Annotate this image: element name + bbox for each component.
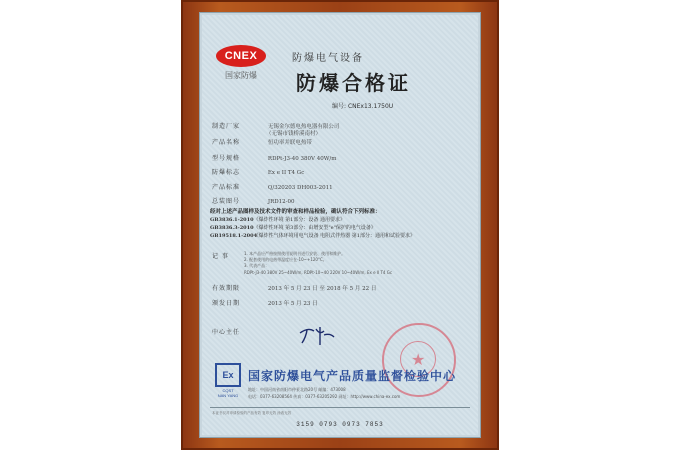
certificate-number-value: CNEx13.1750U <box>347 103 394 110</box>
certificate-title: 防爆合格证 <box>296 71 411 95</box>
standard-text: 《爆炸性气体环境用电气设备 电阻式伴热器 第1部分：通用和试验要求》 <box>253 233 415 239</box>
field-label: 颁发日期 <box>212 300 241 307</box>
represented-products: RDPt-J3-40 380V 25~40W/m, RDPt-10~40 220V 10~40W/m, Ex e II T4 Gc <box>244 270 393 275</box>
cnex-logo <box>216 45 266 81</box>
field-issue-date <box>212 298 318 307</box>
remark-line: 1. 本产品应严格按照使用说明书进行安装、使用和维护。 <box>244 251 346 256</box>
ex-logo-caption: CQST NAN YANG <box>217 388 239 398</box>
cqst-ex-logo <box>214 363 242 398</box>
remark-line: 3. 代表产品： <box>244 263 270 268</box>
serial-number: 3159 0793 0973 7853 <box>296 421 384 428</box>
seal-star-icon: ★ <box>411 350 426 369</box>
certificate-subtitle: 防爆电气设备 <box>292 53 364 64</box>
standard-text: 《爆炸性环境 第1部分：设备 通用要求》 <box>253 217 345 223</box>
validity-footnote: 本证书仅对申请检验的产品有效 复印无效 涂改无效 <box>212 411 292 415</box>
standard-text: 《爆炸性环境 第3部分：由增安型"e"保护的电气设备》 <box>253 225 376 231</box>
field-label: 型号规格 <box>212 155 241 162</box>
field-value: 恒功率并联电热带 <box>267 140 312 146</box>
field-value: JRD12-00 <box>267 199 295 205</box>
cnex-logo-mark: CNEX <box>216 45 266 67</box>
field-validity <box>212 283 376 292</box>
field-value: Q/320203 DH003-2011 <box>267 185 333 191</box>
center-contact: 电话：0377-63208564 传真：0377-63205292 网址：http://www.china-ex.com <box>248 394 401 399</box>
manufacturer-address: （无锡市钱桥溪南村） <box>266 131 322 137</box>
field-ex-marking <box>212 167 304 176</box>
ex-icon: Ex <box>215 363 241 387</box>
certificate-mat <box>199 12 481 438</box>
standard-code: GB3836.3-2010 <box>210 225 254 231</box>
certificate-paper <box>202 15 478 435</box>
field-label: 防爆标志 <box>212 169 241 176</box>
field-product-name <box>212 137 312 146</box>
testing-center-name: 国家防爆电气产品质量监督检验中心 <box>248 369 457 383</box>
standard-item <box>210 224 376 231</box>
field-value: 2013 年 5 月 23 日 <box>267 301 318 307</box>
field-label: 总装图号 <box>212 198 241 205</box>
footer-divider <box>210 407 470 408</box>
cnex-logo-caption: 国家防爆 <box>225 71 257 80</box>
field-label: 中心主任 <box>212 329 241 336</box>
standard-item <box>210 216 345 223</box>
field-value: RDPt-J3-40 380V 40W/m <box>267 156 337 162</box>
certificate-number-label: 编号: <box>332 103 347 110</box>
compliance-statement: 经对上述产品图样及技术文件的审查和样品检验，确认符合下列标准： <box>210 209 381 215</box>
field-label: 制造厂家 <box>212 123 241 130</box>
certificate-number <box>332 101 393 110</box>
field-label: 产品名称 <box>212 139 241 146</box>
standard-code: GB19518.1-2004 <box>210 233 258 239</box>
field-standard <box>212 182 333 191</box>
field-label: 记 事 <box>212 253 229 260</box>
remark-line: 2. 配套使用的电热带温度应在-10~+120°C。 <box>244 257 327 262</box>
field-value: 2013 年 5 月 23 日 至 2018 年 5 月 22 日 <box>267 286 377 292</box>
certificate-frame <box>181 0 499 450</box>
field-director <box>212 327 266 336</box>
center-address: 地址：中国河南省南阳市仲景北路20号 邮编：473008 <box>248 387 346 392</box>
field-label: 产品标准 <box>212 184 241 191</box>
field-drawing-no <box>212 196 295 205</box>
standard-code: GB3836.1-2010 <box>210 217 254 223</box>
field-model <box>212 153 337 162</box>
standard-item <box>210 232 415 239</box>
director-signature <box>298 325 338 347</box>
field-label: 有效期限 <box>212 285 241 292</box>
field-value: 无锡金尔德电热电器有限公司 <box>267 124 340 130</box>
official-seal-stamp <box>382 323 456 397</box>
field-value: Ex e II T4 Gc <box>267 170 305 176</box>
